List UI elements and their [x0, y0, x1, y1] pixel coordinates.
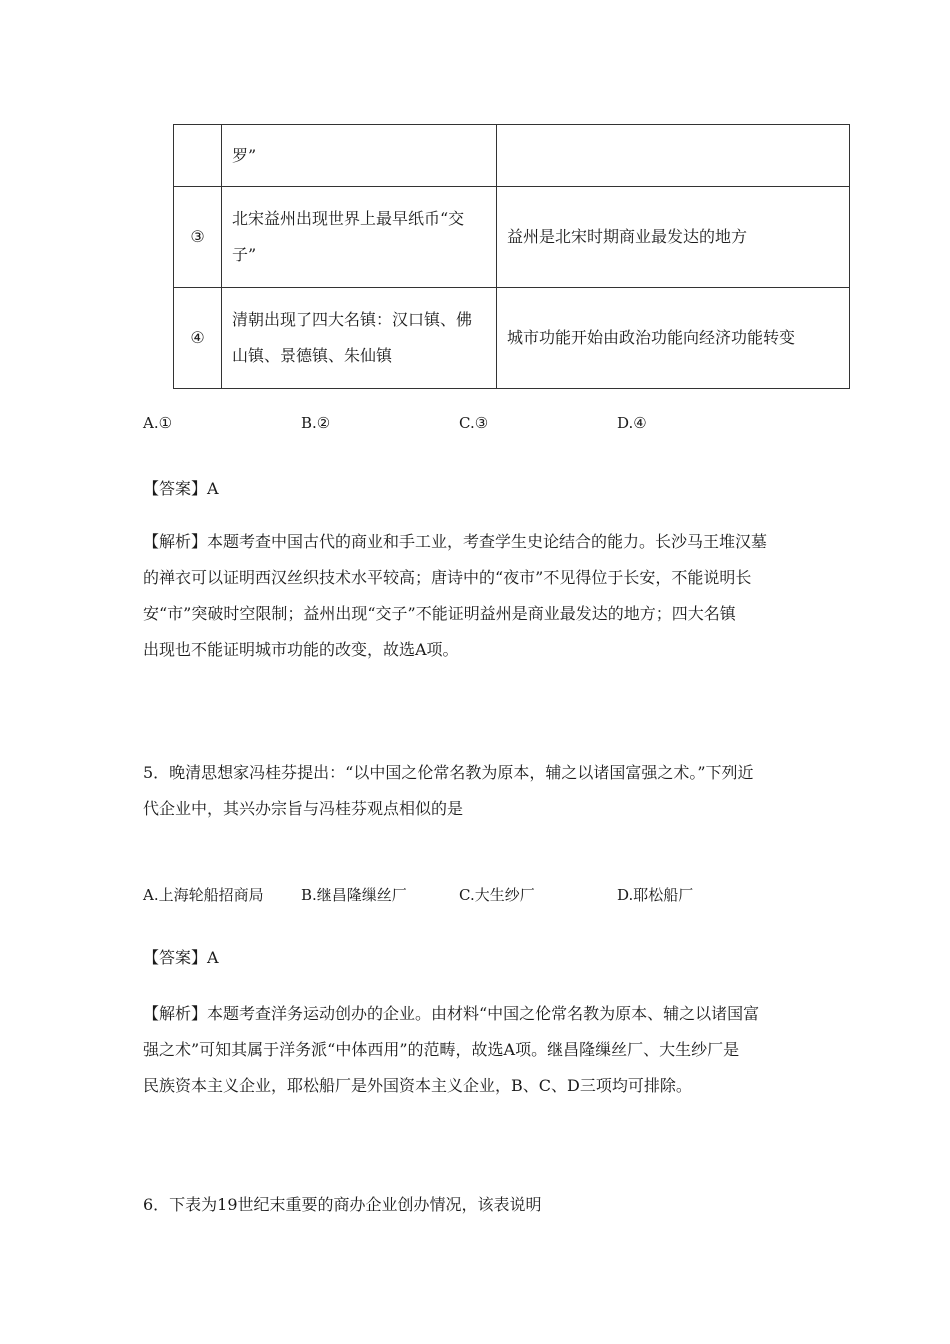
q5-option-b: B.继昌隆缫丝厂 — [301, 886, 407, 904]
row-number: ③ — [174, 187, 222, 288]
analysis-line: 【解析】本题考查洋务运动创办的企业。由材料“中国之伦常名教为原本、辅之以诸国富 — [143, 1004, 760, 1023]
q5-stem — [143, 755, 808, 827]
table-row — [174, 288, 850, 389]
material-line: 北宋益州出现世界上最早纸币“交 — [232, 209, 465, 228]
q4-option-d: D.④ — [617, 414, 647, 432]
q5-option-d: D.耶松船厂 — [617, 886, 694, 904]
q4-analysis — [143, 524, 808, 668]
analysis-line: 民族资本主义企业，耶松船厂是外国资本主义企业，B、C、D三项均可排除。 — [143, 1076, 692, 1095]
stem-line: 5．晚清思想家冯桂芬提出：“以中国之伦常名教为原本，辅之以诸国富强之术。”下列近 — [143, 763, 754, 782]
q5-analysis — [143, 996, 808, 1104]
analysis-line: 的禅衣可以证明西汉丝织技术水平较高；唐诗中的“夜市”不见得位于长安，不能说明长 — [143, 568, 752, 587]
row-number: ④ — [174, 288, 222, 389]
material-cell — [222, 187, 497, 288]
material-line: 清朝出现了四大名镇：汉口镇、佛 — [232, 310, 473, 329]
stem-line: 代企业中，其兴办宗旨与冯桂芬观点相似的是 — [143, 799, 464, 818]
analysis-line: 强之术”可知其属于洋务派“中体西用”的范畴，故选A项。继昌隆缫丝厂、大生纱厂是 — [143, 1040, 740, 1059]
conclusion-cell: 益州是北宋时期商业最发达的地方 — [497, 187, 850, 288]
conclusion-cell — [497, 125, 850, 187]
material-line: 罗” — [232, 145, 257, 165]
conclusion-cell: 城市功能开始由政治功能向经济功能转变 — [497, 288, 850, 389]
material-cell — [222, 288, 497, 389]
q5-option-c: C.大生纱厂 — [459, 886, 535, 904]
row-number — [174, 125, 222, 187]
material-line: 山镇、景德镇、朱仙镇 — [232, 346, 393, 365]
q4-option-c: C.③ — [459, 414, 489, 432]
material-line: 子” — [232, 245, 257, 264]
analysis-line: 出现也不能证明城市功能的改变，故选A项。 — [143, 640, 459, 659]
analysis-line: 【解析】本题考查中国古代的商业和手工业，考查学生史论结合的能力。长沙马王堆汉墓 — [143, 532, 768, 551]
material-cell — [222, 125, 497, 187]
question-4-table — [173, 124, 850, 389]
table-row — [174, 125, 850, 187]
q4-option-b: B.② — [301, 414, 331, 432]
analysis-line: 安“市”突破时空限制；益州出现“交子”不能证明益州是商业最发达的地方；四大名镇 — [143, 604, 736, 623]
q5-option-a: A.上海轮船招商局 — [143, 886, 264, 904]
q5-answer: 【答案】A — [143, 948, 219, 967]
q4-answer: 【答案】A — [143, 479, 219, 498]
table-row — [174, 187, 850, 288]
q4-option-a: A.① — [143, 414, 173, 432]
q6-stem: 6．下表为19世纪末重要的商办企业创办情况，该表说明 — [143, 1195, 542, 1214]
